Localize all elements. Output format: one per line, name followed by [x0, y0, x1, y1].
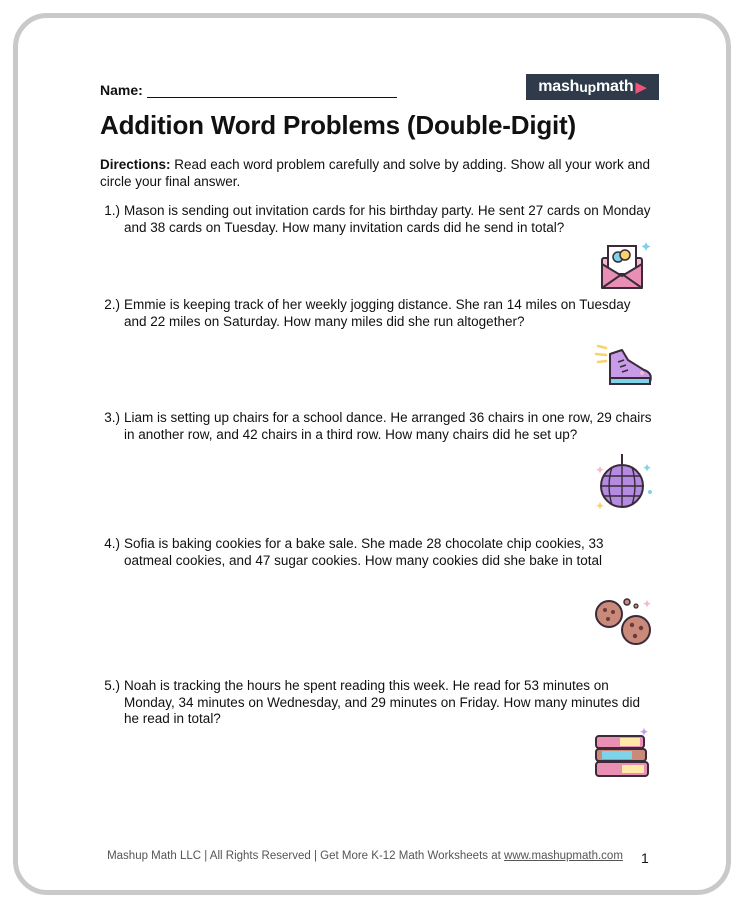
directions: [100, 156, 660, 190]
envelope-icon: [596, 236, 656, 294]
footer: [0, 850, 730, 862]
problem-text: Mason is sending out invitation cards for his birthday party. He sent 27 cards on Monday and 38 cards on Tuesday. How many invitation cards did he send in total?: [124, 203, 651, 235]
problem-text: Noah is tracking the hours he spent reading this week. He read for 53 minutes on Monday, 34 minutes on Wednesday, and 29 minutes on Friday. How many minutes did he read in total?: [124, 678, 641, 726]
name-label: Name:: [100, 82, 143, 98]
directions-label: Directions:: [100, 157, 171, 172]
problem-3: [100, 410, 660, 443]
play-arrow-icon: ▶: [635, 79, 647, 96]
mashup-math-logo: mash up math ▶: [526, 74, 659, 100]
books-icon: [592, 726, 656, 784]
problem-5: [100, 678, 660, 728]
name-blank-line[interactable]: [147, 84, 397, 98]
disco-ball-icon: [592, 452, 656, 514]
problem-2: [100, 297, 660, 330]
footer-text: Mashup Math LLC | All Rights Reserved | Get More K-12 Math Worksheets at: [107, 850, 501, 862]
problem-number: 3.): [104, 410, 120, 425]
cookies-icon: [592, 592, 656, 648]
problem-number: 2.): [104, 297, 120, 312]
problem-number: 5.): [104, 678, 120, 693]
problem-4: [100, 536, 660, 569]
page-number: 1: [641, 850, 649, 866]
problem-number: 4.): [104, 536, 120, 551]
problem-number: 1.): [104, 203, 120, 218]
problem-text: Liam is setting up chairs for a school dance. He arranged 36 chairs in one row, 29 chairs in another row, and 42 chairs in a third row. How many chairs did he set up?: [124, 410, 652, 442]
directions-text: Read each word problem carefully and solve by adding. Show all your work and circle your final answer.: [100, 157, 651, 189]
problem-text: Emmie is keeping track of her weekly jogging distance. She ran 14 miles on Tuesday and 22 miles on Saturday. How many miles did she run altogether?: [124, 297, 631, 329]
sneaker-icon: [594, 340, 656, 392]
footer-link[interactable]: www.mashupmath.com: [504, 850, 623, 862]
problem-text: Sofia is baking cookies for a bake sale. She made 28 chocolate chip cookies, 33 oatmeal cookies, and 47 sugar cookies. How many cookies did she bake in total: [124, 536, 604, 568]
page-title: Addition Word Problems (Double-Digit): [100, 110, 576, 140]
name-field-row: [100, 82, 397, 98]
problem-1: [100, 203, 660, 236]
